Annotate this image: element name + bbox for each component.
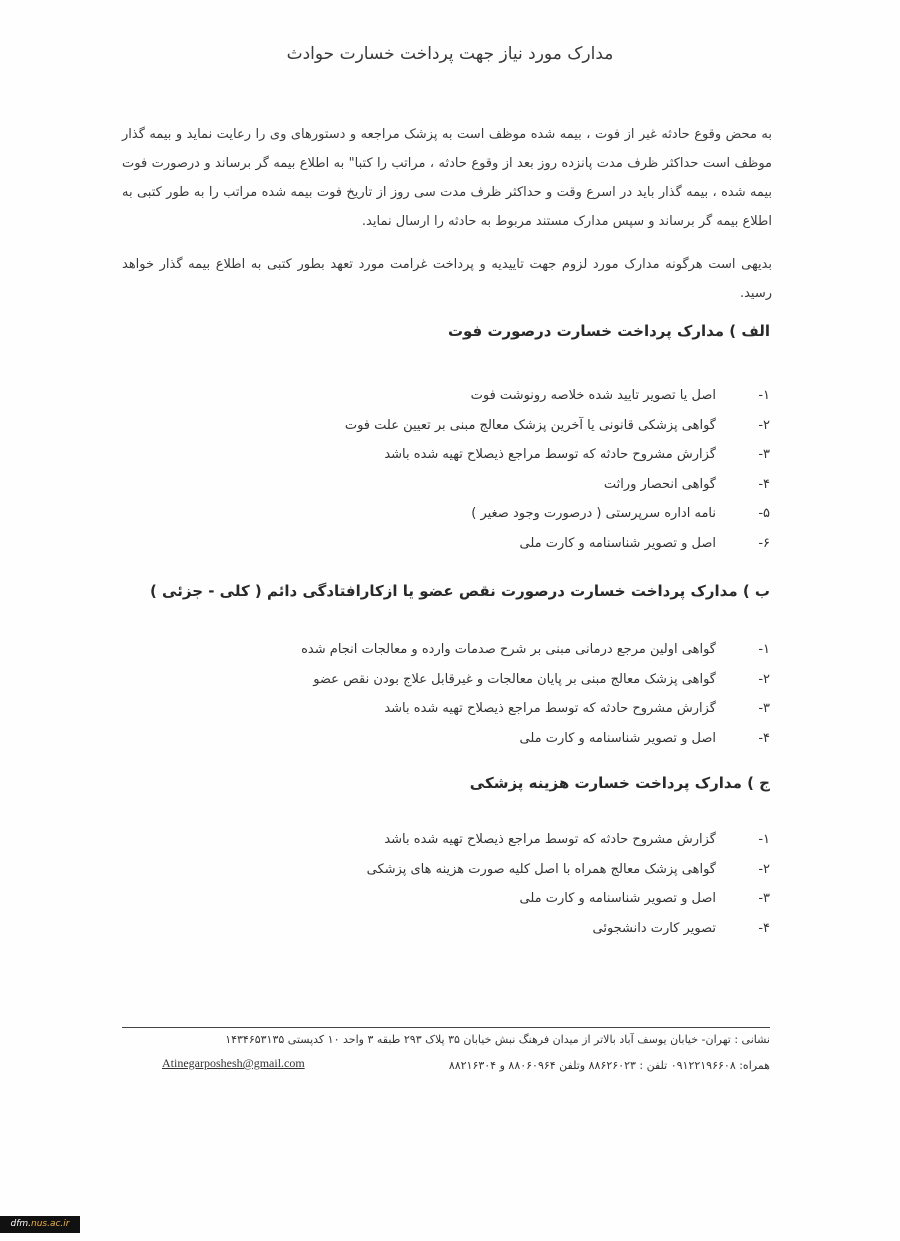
item-text: تصویر کارت دانشجوئی — [592, 920, 716, 936]
item-number: ۶- — [758, 535, 770, 551]
section-heading-medical: ج ) مدارک پرداخت خسارت هزینه پزشکی — [469, 774, 770, 792]
section-list-disability — [170, 635, 770, 753]
item-text: نامه اداره سرپرستی ( درصورت وجود صغیر ) — [471, 506, 716, 521]
item-number: ۱- — [758, 832, 770, 847]
list-item — [170, 440, 770, 470]
list-item — [170, 724, 770, 754]
list-item — [170, 884, 770, 914]
item-text: گزارش مشروح حادثه که توسط مراجع ذیصلاح تهیه شده باشد — [384, 832, 716, 847]
list-item — [170, 855, 770, 885]
item-number: ۳- — [758, 447, 770, 462]
list-item — [170, 499, 770, 529]
item-text: گواهی پزشکی قانونی یا آخرین پزشک معالج مبنی بر تعیین علت فوت — [344, 417, 716, 433]
footer-email-link[interactable]: Atinegarposhesh@gmail.com — [162, 1056, 305, 1070]
item-text: گواهی پزشک معالج همراه با اصل کلیه صورت هزینه های پزشکی — [366, 861, 716, 877]
watermark-accent: nus.ac.ir — [31, 1219, 70, 1229]
list-item — [170, 694, 770, 724]
item-text: اصل و تصویر شناسنامه و کارت ملی — [519, 891, 716, 906]
list-item — [170, 635, 770, 665]
footer-divider — [122, 1027, 770, 1028]
item-number: ۲- — [758, 417, 770, 433]
item-text: اصل و تصویر شناسنامه و کارت ملی — [519, 535, 716, 551]
intro-paragraph: به محض وقوع حادثه غیر از فوت ، بیمه شده موظف است به پزشک مراجعه و دستورهای وی را رعایت نماید و بیمه گذار موظف است حداکثر ظرف مدت پانزده روز بعد از وقوع حادثه ، مراتب را کتبا" به اطلاع بیمه گر برساند و درصورت فوت بیمه شده ، بیمه گذار باید در اسرع وقت و حداکثر ظرف مدت سی روز از تاریخ فوت بیمه شده مراتب را به طور کتبی به اطلاع بیمه گر برساند و سپس مدارک مستند مربوط به حادثه را ارسال نماید. — [122, 127, 772, 229]
section-list-medical — [170, 825, 770, 943]
watermark-prefix: dfm. — [10, 1219, 32, 1229]
section-list-death — [170, 381, 770, 558]
document-title: مدارک مورد نیاز جهت پرداخت خسارت حوادث — [286, 44, 614, 64]
list-item — [170, 470, 770, 500]
list-item — [170, 914, 770, 944]
list-item — [170, 529, 770, 559]
footer-phones: همراه: ۰۹۱۲۲۱۹۶۶۰۸ تلفن : ۸۸۶۲۶۰۲۳ وتلفن ۸۸۰۶۰۹۶۴ و ۸۸۲۱۶۳۰۴ — [448, 1059, 770, 1072]
item-number: ۴- — [758, 730, 770, 746]
item-number: ۵- — [758, 506, 770, 521]
section-heading-disability: ب ) مدارک پرداخت خسارت درصورت نقص عضو یا ازکارافتادگی دائم ( کلی - جزئی ) — [149, 582, 770, 600]
item-number: ۱- — [758, 642, 770, 657]
item-text: اصل یا تصویر تایید شده خلاصه رونوشت فوت — [470, 388, 716, 403]
item-text: گواهی پزشک معالج مبنی بر پایان معالجات و غیرقابل علاج بودن نقص عضو — [313, 671, 716, 687]
item-text: گواهی انحصار وراثت — [603, 476, 716, 492]
list-item — [170, 411, 770, 441]
intro-paragraph-2: بدیهی است هرگونه مدارک مورد لزوم جهت تاییدیه و پرداخت غرامت مورد تعهد بطور کتبی به اطلاع بیمه گذار خواهد رسید. — [122, 257, 772, 301]
item-number: ۴- — [758, 920, 770, 936]
list-item — [170, 825, 770, 855]
item-text: گواهی اولین مرجع درمانی مبنی بر شرح صدمات وارده و معالجات انجام شده — [301, 642, 716, 657]
item-number: ۲- — [758, 861, 770, 877]
item-number: ۳- — [758, 891, 770, 906]
site-watermark-badge — [0, 1216, 80, 1233]
item-number: ۱- — [758, 388, 770, 403]
section-heading-death: الف ) مدارک پرداخت خسارت درصورت فوت — [447, 322, 770, 340]
item-text: گزارش مشروح حادثه که توسط مراجع ذیصلاح تهیه شده باشد — [384, 701, 716, 716]
item-number: ۲- — [758, 671, 770, 687]
footer-address: نشانی : تهران- خیابان یوسف آباد بالاتر از میدان فرهنگ نبش خیابان ۳۵ پلاک ۲۹۳ طبقه ۳ واحد ۱۰ کدپستی ۱۴۳۴۶۵۳۱۳۵ — [225, 1033, 770, 1046]
item-text: اصل و تصویر شناسنامه و کارت ملی — [519, 730, 716, 746]
item-number: ۳- — [758, 701, 770, 716]
list-item — [170, 665, 770, 695]
item-text: گزارش مشروح حادثه که توسط مراجع ذیصلاح تهیه شده باشد — [384, 447, 716, 462]
list-item — [170, 381, 770, 411]
item-number: ۴- — [758, 476, 770, 492]
